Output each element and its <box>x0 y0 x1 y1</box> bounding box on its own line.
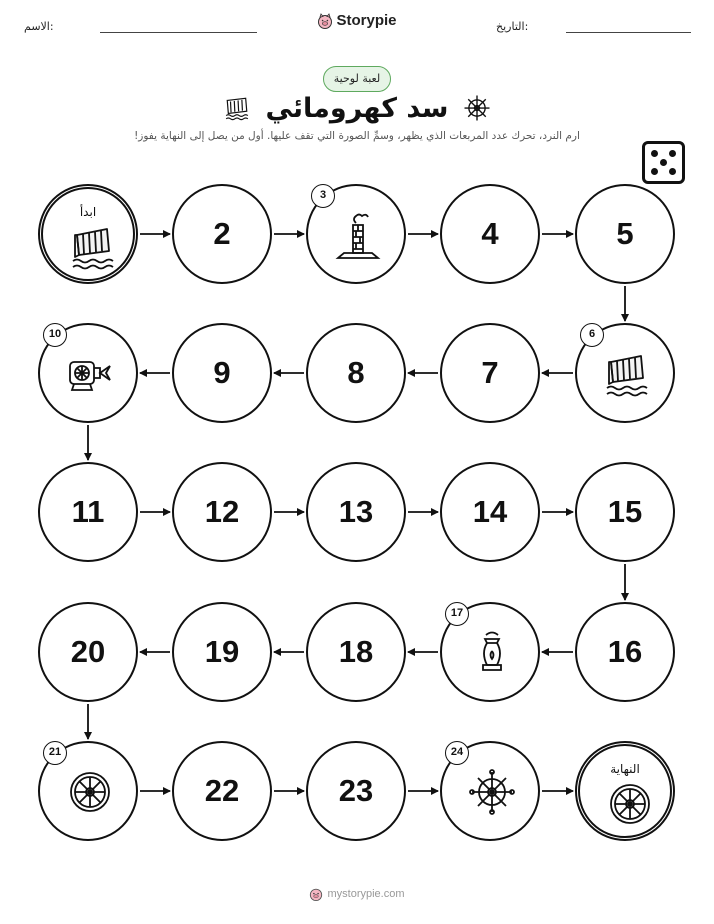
board-space <box>440 323 540 423</box>
space-number: 20 <box>70 634 106 669</box>
dam-icon <box>69 223 117 271</box>
footer-url: mystorypie.com <box>327 888 405 900</box>
space-number-tag: 3 <box>311 184 335 208</box>
board-space <box>38 602 138 702</box>
board-space <box>38 323 138 423</box>
space-number: 9 <box>213 355 231 390</box>
space-number-tag: 6 <box>580 323 604 347</box>
board-space <box>575 462 675 562</box>
space-number: 14 <box>472 494 508 529</box>
board-space <box>440 741 540 841</box>
board-space <box>38 741 138 841</box>
board-space <box>306 323 406 423</box>
space-number: 7 <box>481 355 499 390</box>
dam-icon <box>603 350 651 398</box>
start-label: ابدأ <box>79 205 97 219</box>
space-number: 19 <box>204 634 240 669</box>
start-space <box>38 184 138 284</box>
board-space <box>172 741 272 841</box>
space-number: 23 <box>338 773 374 808</box>
footer <box>0 886 714 905</box>
space-number-tag: 24 <box>445 741 469 765</box>
board-space <box>306 602 406 702</box>
brand-name: Storypie <box>336 12 397 29</box>
board-space <box>575 602 675 702</box>
space-number: 22 <box>204 773 240 808</box>
space-number: 16 <box>607 634 643 669</box>
board-space <box>38 462 138 562</box>
finish-space <box>575 741 675 841</box>
board-space <box>172 602 272 702</box>
board-space <box>306 462 406 562</box>
space-number: 5 <box>616 216 634 251</box>
date-label: التاريخ: <box>496 20 529 33</box>
space-number: 13 <box>338 494 374 529</box>
space-number-tag: 17 <box>445 602 469 626</box>
space-number: 2 <box>213 216 231 251</box>
page-title: سد كهرومائي <box>265 92 449 124</box>
chimney-icon <box>334 211 382 259</box>
pig-mascot-icon <box>309 887 323 901</box>
space-number-tag: 21 <box>43 741 67 765</box>
board-space <box>172 184 272 284</box>
finish-label: النهاية <box>610 762 640 776</box>
water-wheel-icon <box>606 780 654 828</box>
ship-wheel-icon <box>468 768 516 816</box>
space-number: 15 <box>607 494 643 529</box>
name-label: الاسم: <box>24 20 54 33</box>
board-space <box>306 741 406 841</box>
board-space <box>575 184 675 284</box>
board-game-badge: لعبة لوحية <box>323 66 391 92</box>
board-space <box>440 602 540 702</box>
instructions: ارم النرد، تحرك عدد المربعات الذي يظهر، وسمِّ الصورة التي تقف عليها. أول من يصل إلى النهاية يفوز! <box>134 130 580 142</box>
space-number: 12 <box>204 494 240 529</box>
water-wheel-icon <box>66 768 114 816</box>
lantern-icon <box>468 629 516 677</box>
space-number: 11 <box>71 494 105 529</box>
board-space <box>172 323 272 423</box>
space-number-tag: 10 <box>43 323 67 347</box>
space-number: 18 <box>338 634 374 669</box>
space-number: 8 <box>347 355 365 390</box>
turbine-generator-icon <box>66 350 114 398</box>
board-space <box>172 462 272 562</box>
board-space <box>306 184 406 284</box>
space-number: 4 <box>481 216 499 251</box>
board-space <box>575 323 675 423</box>
board-space <box>440 462 540 562</box>
board-space <box>440 184 540 284</box>
